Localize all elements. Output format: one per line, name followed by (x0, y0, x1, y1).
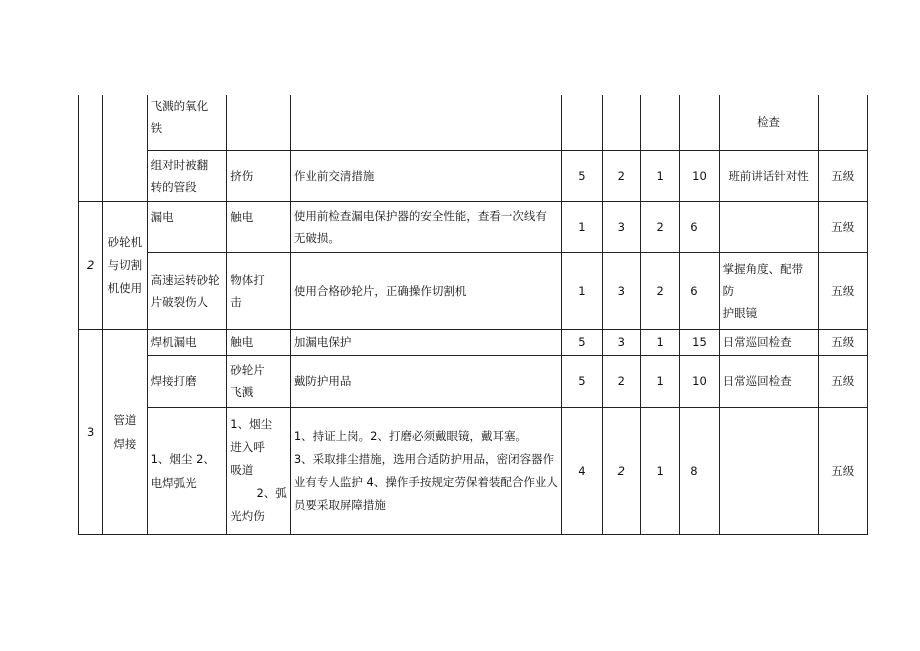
hazard-text: 铁 (150, 121, 163, 135)
hazard-cell: 焊接打磨 (147, 355, 227, 407)
score-d-cell: 15 (680, 329, 719, 355)
hazard-text: 1、烟尘 2、 (150, 451, 215, 466)
measure-cell (290, 201, 561, 252)
score-l-cell (562, 95, 602, 150)
hazard-cell (147, 252, 227, 329)
score-l-cell: 1 (562, 252, 602, 329)
remark-cell (719, 201, 818, 252)
hazard-cell: 漏电 (147, 201, 227, 252)
level-cell: 五级 (818, 329, 868, 355)
remark-cell: 班前讲话针对性 (719, 150, 818, 201)
score-d-cell: 6 (680, 252, 719, 329)
score-e-cell: 3 (602, 252, 640, 329)
score-l-cell: 5 (562, 150, 602, 201)
score-c-cell: 1 (640, 150, 679, 201)
device-text: 机使用 (107, 280, 143, 295)
table-row (79, 355, 868, 407)
score-c-cell: 1 (640, 329, 679, 355)
harm-text: 进入呼 (230, 440, 265, 454)
hazard-cell (147, 407, 227, 534)
hazard-text: 片破裂伤人 (150, 294, 209, 309)
measure-text: 1、持证上岗。2、打磨必须戴眼镜，戴耳塞。 (293, 428, 527, 443)
hazard-cell: 焊机漏电 (147, 329, 227, 355)
score-e-cell (602, 95, 640, 150)
score-l-cell: 4 (562, 407, 602, 534)
table-row (79, 201, 868, 252)
score-c-cell (640, 95, 679, 150)
harm-cell (227, 407, 291, 534)
hazard-cell (147, 150, 227, 201)
level-cell (818, 95, 868, 150)
score-d-cell (680, 95, 719, 150)
score-e-cell: 2 (602, 355, 640, 407)
hazard-text: 飞溅的氧化 (150, 99, 209, 113)
measure-cell: 加漏电保护 (290, 329, 561, 355)
table-row (79, 329, 868, 355)
measure-text: 使用前检查漏电保护器的安全性能，查看一次线有 (293, 208, 547, 223)
device-cell (103, 201, 147, 329)
harm-cell: 触电 (227, 201, 291, 252)
level-cell: 五级 (818, 150, 868, 201)
remark-cell: 检查 (719, 95, 818, 150)
harm-cell: 触电 (227, 329, 291, 355)
remark-text: 护眼镜 (722, 305, 758, 320)
score-c-cell: 2 (640, 201, 679, 252)
score-l-cell: 1 (562, 201, 602, 252)
measure-cell (290, 407, 561, 534)
score-c-cell: 2 (640, 252, 679, 329)
measure-text: 无破损。 (293, 230, 340, 245)
remark-cell (719, 407, 818, 534)
hazard-text: 组对时被翻 (150, 157, 209, 172)
table-row (79, 150, 868, 201)
level-cell: 五级 (818, 407, 868, 534)
score-l-cell: 5 (562, 355, 602, 407)
score-c-cell: 1 (640, 407, 679, 534)
harm-text: 砂轮片 (230, 363, 265, 377)
hazard-cell (147, 95, 227, 150)
hazard-text: 高速运转砂轮 (150, 272, 220, 287)
score-d-cell: 6 (680, 201, 719, 252)
harm-text: 飞溅 (230, 385, 254, 399)
score-e-cell: 3 (602, 201, 640, 252)
score-l-cell: 5 (562, 329, 602, 355)
harm-text: 物体打 (230, 272, 265, 287)
device-cell (103, 95, 147, 201)
row-number-cell: 3 (79, 329, 103, 534)
device-text: 与切割 (107, 257, 143, 272)
score-d-cell: 8 (680, 407, 719, 534)
remark-cell (719, 252, 818, 329)
table-row (79, 252, 868, 329)
harm-cell (227, 355, 291, 407)
remark-cell: 日常巡回检查 (719, 355, 818, 407)
measure-cell: 戴防护用品 (290, 355, 561, 407)
harm-text: 击 (230, 294, 242, 309)
device-text: 焊接 (113, 436, 137, 451)
hazard-text: 转的管段 (150, 179, 197, 194)
row-number-cell (79, 95, 103, 201)
device-text: 管道 (113, 412, 137, 427)
device-cell (103, 329, 147, 534)
harm-text: 光灼伤 (230, 509, 265, 523)
harm-cell (227, 95, 291, 150)
level-cell: 五级 (818, 355, 868, 407)
level-cell: 五级 (818, 252, 868, 329)
hazard-text: 电焊弧光 (150, 475, 197, 490)
device-text: 砂轮机 (107, 234, 143, 249)
measure-text: 业有专人监护 4、操作手按规定劳保着装配合作业人 (293, 474, 558, 489)
harm-text: 2、弧 (256, 486, 287, 500)
remark-cell: 日常巡回检查 (719, 329, 818, 355)
harm-cell: 挤伤 (227, 150, 291, 201)
measure-cell: 使用合格砂轮片，正确操作切割机 (290, 252, 561, 329)
measure-text: 员要采取屏障措施 (293, 497, 386, 512)
harm-text: 吸道 (230, 463, 254, 477)
table-row (79, 95, 868, 150)
score-e-cell: 2 (602, 150, 640, 201)
score-e-cell: 2 (602, 407, 640, 534)
harm-text: 1、烟尘 (230, 417, 273, 431)
measure-cell (290, 95, 561, 150)
risk-assessment-table (78, 95, 868, 535)
remark-text: 掌握角度、配带防 (722, 261, 804, 298)
table-row (79, 407, 868, 534)
measure-text: 3、采取排尘措施，选用合适防护用品，密闭容器作 (293, 451, 555, 466)
level-cell: 五级 (818, 201, 868, 252)
score-d-cell: 10 (680, 355, 719, 407)
score-c-cell: 1 (640, 355, 679, 407)
score-d-cell: 10 (680, 150, 719, 201)
harm-cell (227, 252, 291, 329)
row-number-cell: 2 (79, 201, 103, 329)
measure-cell: 作业前交清措施 (290, 150, 561, 201)
score-e-cell: 3 (602, 329, 640, 355)
